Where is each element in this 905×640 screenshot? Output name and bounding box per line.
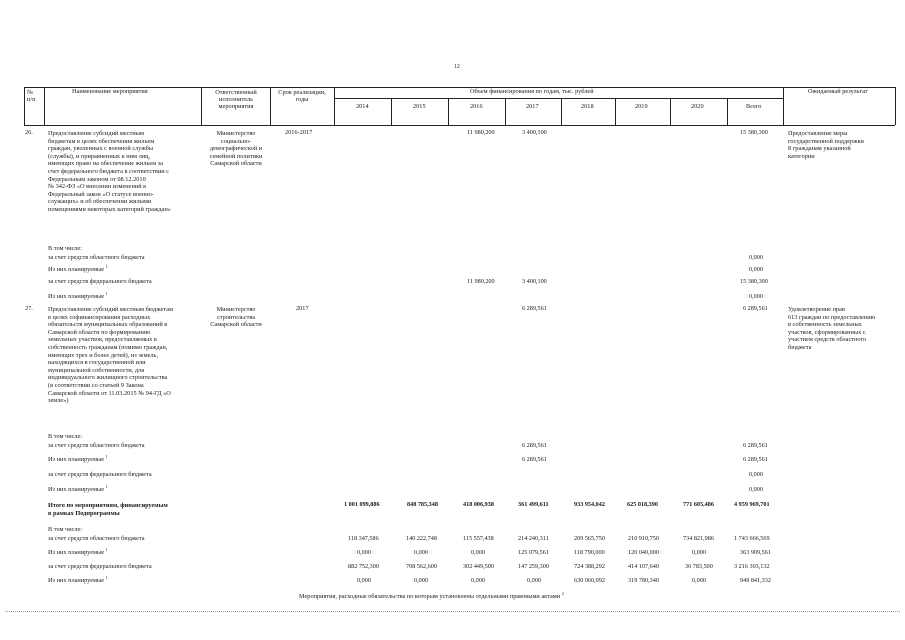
year-2018: 2018 (581, 103, 594, 110)
totals-2018: 933 954,042 (574, 501, 605, 508)
item26-federal-2016: 11 980,200 (467, 278, 495, 285)
item26-including: В том числе: (48, 245, 83, 252)
item26-value-total: 15 380,300 (740, 129, 768, 136)
header-col-volume: Объем финансирования по годам, тыс. рублей (470, 88, 594, 95)
header-col-responsible: Ответственный исполнитель мероприятия (215, 89, 257, 110)
totals-regional-2018: 209 565,750 (574, 535, 605, 542)
totals-regional-2017: 214 240,311 (518, 535, 549, 542)
item27-planned1-total: 6 289,561 (743, 456, 768, 463)
item27-responsible: Министерство строительства Самарской области (210, 306, 262, 329)
item27-regional-total: 6 289,561 (743, 442, 768, 449)
totals-planned1-2015: 0,000 (414, 549, 428, 556)
item26-planned1-label: Из них планируемые $^1$ (48, 264, 108, 274)
header-col-name: Наименование мероприятия (72, 88, 148, 95)
item27-planned1-label: Из них планируемые $^1$ (48, 454, 108, 464)
item26-planned1-total: 0,000 (749, 266, 763, 273)
item26-responsible: Министерство социально- демографической и семейной политики Самарской области (209, 130, 263, 168)
item27-planned2-total: 0,000 (749, 486, 763, 493)
totals-planned1-2016: 0,000 (471, 549, 485, 556)
item26-term: 2016-2017 (285, 129, 313, 136)
totals-2014: 1 001 099,886 (344, 501, 380, 508)
totals-planned2-2020: 0,000 (692, 577, 706, 584)
item26-result: Предоставление меры государственной поддержки 8 гражданам указанной категории (788, 130, 864, 160)
totals-planned2-2019: 319 780,340 (628, 577, 659, 584)
totals-regional-2016: 115 557,438 (463, 535, 494, 542)
item27-term: 2017 (296, 305, 309, 312)
totals-2020: 771 605,486 (683, 501, 714, 508)
year-total: Всего (746, 103, 762, 110)
item26-federal-total: 15 380,300 (740, 278, 768, 285)
page-number: 12 (454, 64, 460, 70)
item27-name: Предоставление субсидий местным бюджетам в целях софинансирования расходных обязательств муниципальных образований в Самарской области по формированию земельных участков, предоставляемых в собственность гражданам (помимо граждан, имеющих трех и более детей), из земель, находящихся в государственной или муниципальной собственности, для индивидуального жилищного строительства (в соответствии со статьей 9 Закона Самарской области от 11.03.2015 № 94-ГД «О земле») (48, 306, 174, 405)
header-col-result: Ожидаемый результат (808, 88, 868, 95)
item27-federal-label: за счет средств федерального бюджета (48, 471, 152, 478)
totals-planned2-label: Из них планируемые $^1$ (48, 575, 108, 585)
item26-planned2-total: 0,000 (749, 293, 763, 300)
year-2017: 2017 (526, 103, 539, 110)
totals-planned2-2017: 0,000 (527, 577, 541, 584)
totals-planned1-2020: 0,000 (692, 549, 706, 556)
item26-name: Предоставление субсидий местным бюджетам в целях обеспечения жильем граждан, уволенных с военной службы (службы), и приравненных к ним лиц, имеющих право на обеспечение жильем за счет федерального бюджета в соответствии с Федеральным законом от 08.12.2010 № 342-ФЗ «О внесении изменений в Федеральный закон «О статусе военно- служащих» и об обеспечении жилыми помещениями некоторых категорий граждан» (48, 130, 171, 213)
item27-regional-2017: 6 289,561 (522, 442, 547, 449)
totals-federal-2020: 36 783,500 (685, 563, 713, 570)
totals-regional-label: за счет средств областного бюджета (48, 535, 145, 542)
item27-value-total: 6 289,561 (743, 305, 768, 312)
item27-federal-total: 0,000 (749, 471, 763, 478)
year-2014: 2014 (356, 103, 369, 110)
year-2019: 2019 (635, 103, 648, 110)
totals-federal-total: 3 216 303,132 (734, 563, 770, 570)
totals-federal-2018: 724 388,292 (574, 563, 605, 570)
totals-regional-total: 1 743 666,569 (734, 535, 770, 542)
item26-regional-label: за счет средств областного бюджета (48, 254, 145, 261)
year-2016: 2016 (470, 103, 483, 110)
item26-federal-2017: 3 400,100 (522, 278, 547, 285)
totals-federal-2016: 302 449,500 (463, 563, 494, 570)
totals-federal-2015: 708 562,600 (406, 563, 437, 570)
totals-federal-label: за счет средств федерального бюджета (48, 563, 152, 570)
totals-total: 4 959 969,701 (734, 501, 770, 508)
item27-value-2017: 6 289,561 (522, 305, 547, 312)
totals-2015: 848 785,348 (407, 501, 438, 508)
header-col-no: № п/п (27, 89, 36, 103)
year-2020: 2020 (691, 103, 704, 110)
scan-bottom-edge (5, 611, 900, 612)
item27-regional-label: за счет средств областного бюджета (48, 442, 145, 449)
item26-regional-total: 0,000 (749, 254, 763, 261)
totals-planned1-2014: 0,000 (357, 549, 371, 556)
totals-2017: 361 499,611 (518, 501, 549, 508)
item27-planned1-2017: 6 289,561 (522, 456, 547, 463)
item27-number: 27. (25, 305, 33, 312)
totals-planned2-2015: 0,000 (414, 577, 428, 584)
totals-regional-2019: 210 910,750 (628, 535, 659, 542)
totals-regional-2014: 118 347,586 (348, 535, 379, 542)
totals-planned1-total: 363 909,561 (740, 549, 771, 556)
totals-planned1-2017: 125 079,561 (518, 549, 549, 556)
totals-including: В том числе: (48, 526, 83, 533)
totals-2019: 625 018,390 (627, 501, 658, 508)
totals-planned2-2014: 0,000 (357, 577, 371, 584)
item26-value-2017: 3 400,100 (522, 129, 547, 136)
totals-regional-2015: 140 222,748 (406, 535, 437, 542)
section-footer-title: Мероприятия, расходные обязательства по которым установлены отдельными правовыми актами $^2$ (299, 591, 564, 601)
totals-planned2-2016: 0,000 (471, 577, 485, 584)
item26-number: 26. (25, 129, 33, 136)
totals-planned2-total: 949 841,332 (740, 577, 771, 584)
header-col-term: Срок реализации, годы (278, 89, 326, 103)
totals-planned2-2018: 630 060,992 (574, 577, 605, 584)
totals-federal-2014: 882 752,300 (348, 563, 379, 570)
totals-title: Итого по мероприятиям, финансируемым в рамках Подпрограммы (48, 502, 168, 517)
totals-regional-2020: 734 821,986 (683, 535, 714, 542)
item27-result: Удовлетворение прав 613 граждан по предоставлению в собственность земельных участков, сформированных с участием средств областного бюджета (788, 306, 876, 351)
item26-planned2-label: Из них планируемые $^1$ (48, 291, 108, 301)
totals-planned1-label: Из них планируемые $^1$ (48, 547, 108, 557)
totals-planned1-2019: 120 040,000 (628, 549, 659, 556)
item26-federal-label: за счет средств федерального бюджета (48, 278, 152, 285)
totals-federal-2017: 147 259,300 (518, 563, 549, 570)
year-2015: 2015 (413, 103, 426, 110)
item26-value-2016: 11 980,200 (467, 129, 495, 136)
totals-federal-2019: 414 107,640 (628, 563, 659, 570)
totals-planned1-2018: 118 790,000 (574, 549, 605, 556)
totals-2016: 418 006,938 (463, 501, 494, 508)
item27-including: В том числе: (48, 433, 83, 440)
item27-planned2-label: Из них планируемые $^1$ (48, 484, 108, 494)
